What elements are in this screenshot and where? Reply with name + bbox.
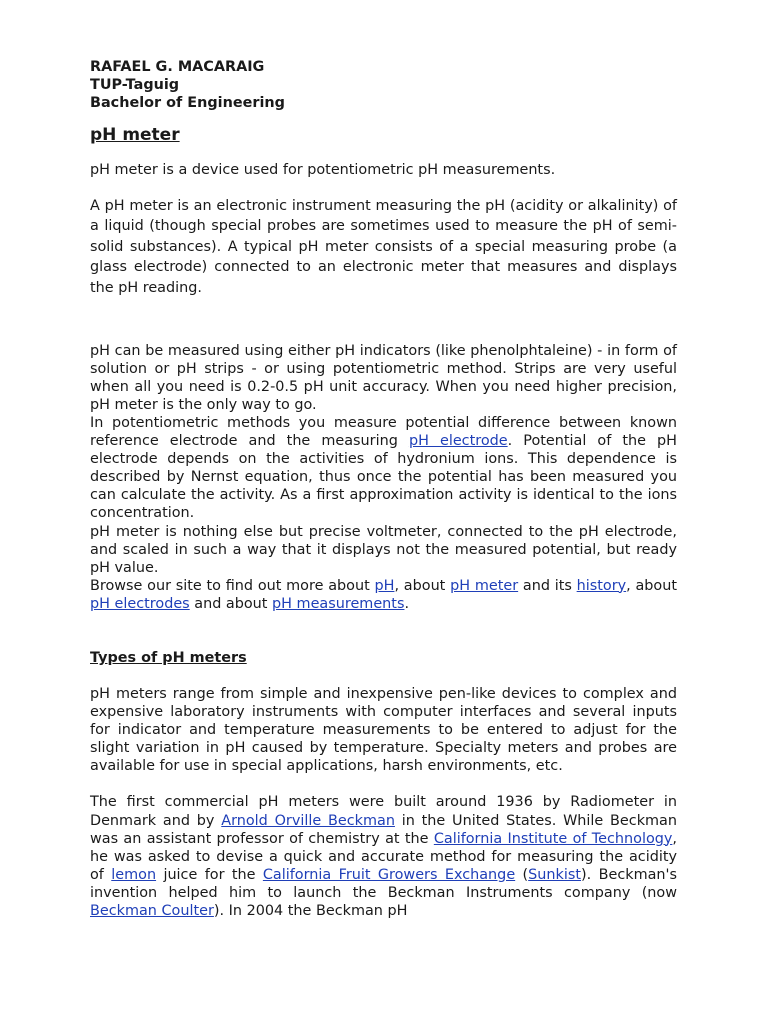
- text-span: and about: [189, 595, 273, 612]
- link-lemon[interactable]: lemon: [111, 866, 157, 883]
- types-heading: Types of pH meters: [90, 649, 247, 666]
- link-california-fruit-growers-exchange[interactable]: California Fruit Growers Exchange: [262, 866, 516, 883]
- text-span: (: [515, 866, 529, 883]
- text-span: Browse our site to find out more about: [90, 577, 375, 594]
- text-span: ). In 2004 the Beckman pH: [213, 903, 408, 919]
- text-span: In potentiometric methods you measure potential difference between known reference electrode and the measuring: [90, 414, 677, 450]
- text-span: in the United States. While Beckman was an assistant professor of chemistry at the: [90, 812, 677, 847]
- types-paragraph: pH meters range from simple and inexpensive pen-like devices to complex and expensive laboratory instruments with computer interfaces and several inputs for indicator and temperature measurements to be entered to adjust for the slight variation in pH caused by temperature. Specialty meters and probes are available for use in special applications, harsh environments, etc.: [90, 685, 677, 775]
- text-span: ). Beckman's invention helped him to launch the Beckman Instruments company (now: [90, 866, 677, 901]
- text-span: , he was asked to devise a quick and accurate method for measuring the acidity of: [90, 830, 677, 883]
- intro-paragraph: pH meter is a device used for potentiometric pH measurements.: [90, 162, 556, 178]
- link-ph[interactable]: pH: [374, 577, 395, 594]
- link-arnold-orville-beckman[interactable]: Arnold Orville Beckman: [221, 812, 395, 829]
- author-name: RAFAEL G. MACARAIG: [90, 59, 265, 75]
- measurement-section: [90, 342, 677, 613]
- text-span: juice for the: [156, 866, 263, 883]
- history-paragraph: [90, 793, 677, 920]
- page-title: pH meter: [90, 125, 180, 145]
- text-span: .: [404, 595, 410, 612]
- browse-paragraph: [90, 577, 677, 613]
- text-span: , about: [394, 577, 451, 594]
- link-caltech[interactable]: California Institute of Technology: [433, 830, 673, 847]
- author-degree: Bachelor of Engineering: [90, 95, 285, 111]
- link-ph-measurements[interactable]: pH measurements: [272, 595, 405, 612]
- definition-paragraph: A pH meter is an electronic instrument measuring the pH (acidity or alkalinity) of a liquid (though special probes are sometimes used to measure the pH of semi-solid substances). A typical pH meter consists of a special measuring probe (a glass electrode) connected to an electronic meter that measures and displays the pH reading.: [90, 197, 677, 296]
- link-sunkist[interactable]: Sunkist: [528, 866, 582, 883]
- measurement-paragraph-3: pH meter is nothing else but precise voltmeter, connected to the pH electrode, and scaled in such a way that it displays not the measured potential, but ready pH value.: [90, 523, 677, 576]
- text-span: The first commercial pH meters were built around 1936 by Radiometer in Denmark and by: [90, 794, 677, 829]
- document-page: [90, 58, 677, 934]
- link-ph-electrode[interactable]: pH electrode: [408, 433, 508, 450]
- link-ph-electrodes[interactable]: pH electrodes: [90, 595, 190, 612]
- link-beckman-coulter[interactable]: Beckman Coulter: [90, 903, 214, 919]
- text-span: and its: [518, 577, 577, 594]
- link-ph-meter[interactable]: pH meter: [450, 577, 519, 594]
- text-span: . Potential of the pH electrode depends on the activities of hydronium ions. This dependence is described by Nernst equation, thus once the potential has been measured you can calculate the activity. As a first approximation activity is identical to the ions concentration.: [90, 433, 677, 522]
- author-school: TUP-Taguig: [90, 77, 180, 93]
- author-header: [90, 58, 677, 112]
- measurement-paragraph-2: [90, 414, 677, 523]
- measurement-paragraph-1: pH can be measured using either pH indicators (like phenolphtaleine) - in form of solution or pH strips - or using potentiometric method. Strips are very useful when all you need is 0.2-0.5 pH unit accuracy. When you need higher precision, pH meter is the only way to go.: [90, 342, 677, 413]
- text-span: , about: [626, 577, 678, 594]
- link-history[interactable]: history: [576, 577, 627, 594]
